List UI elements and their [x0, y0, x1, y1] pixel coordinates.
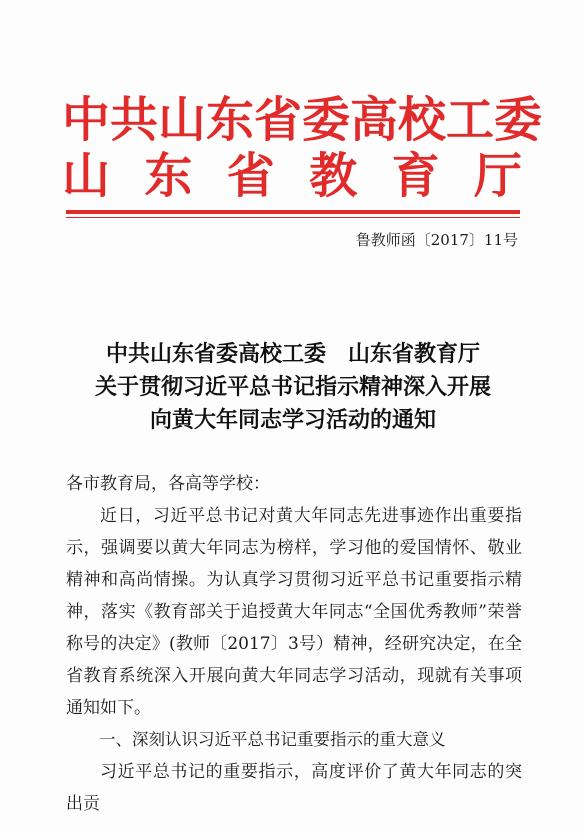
document-title	[66, 338, 520, 437]
document-number: 鲁教师函〔2017〕11号	[355, 231, 518, 249]
section-heading-1: 一、深刻认识习近平总书记重要指示的重大意义	[99, 730, 446, 749]
title-line-1: 中共山东省委高校工委 山东省教育厅	[105, 341, 480, 367]
body-paragraph-2: 习近平总书记的重要指示，高度评价了黄大年同志的突出贡	[66, 762, 522, 814]
body-paragraph-1: 近日，习近平总书记对黄大年同志先进事迹作出重要指示，强调要以黄大年同志为榜样，学习他的爱国情怀、敬业精神和高尚情操。为认真学习贯彻习近平总书记重要指示精神，落实《教育部关于追授黄大年同志“全国优秀教师”荣誉称号的决定》(教师〔2017〕3号）精神，经研究决定，在全省教育系统深入开展向黄大年同志学习活动，现就有关事项通知如下。	[66, 506, 522, 718]
masthead-issuer-2: 山东省教育厅	[62, 148, 522, 204]
masthead-red-rule-thick	[66, 210, 520, 214]
document-body	[66, 468, 522, 820]
salutation: 各市教育局，各高等学校：	[66, 474, 270, 494]
masthead-red-rule-thin	[66, 217, 520, 218]
title-line-3: 向黄大年同志学习活动的通知	[149, 407, 436, 433]
title-line-2: 关于贯彻习近平总书记指示精神深入开展	[94, 374, 491, 400]
masthead-issuer-1: 中共山东省委高校工委	[62, 92, 543, 148]
